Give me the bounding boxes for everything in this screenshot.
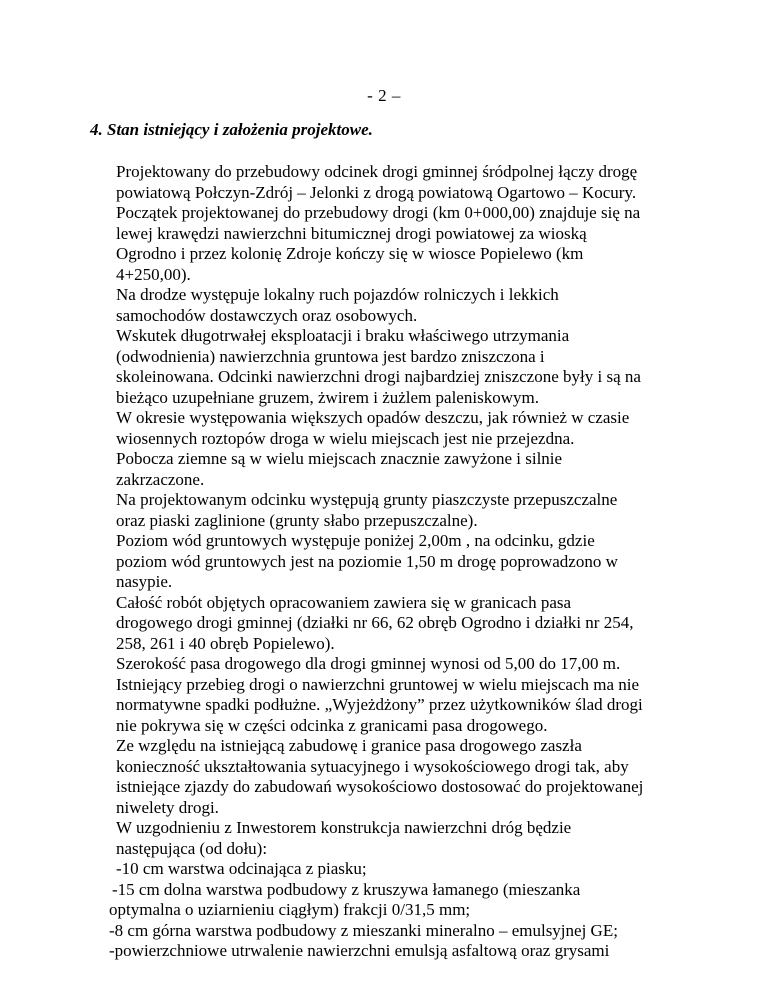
- body-line: W okresie występowania większych opadów deszczu, jak również w czasie: [116, 408, 630, 427]
- body-line: (odwodnienia) nawierzchnia gruntowa jest bardzo zniszczona i: [116, 346, 545, 366]
- page-number: - 2 –: [367, 86, 401, 105]
- body-line: Ogrodno i przez kolonię Zdroje kończy się w wiosce Popielewo (km: [116, 244, 584, 263]
- body-line: zakrzaczone.: [116, 469, 205, 489]
- body-line: optymalna o uziarnieniu ciągłym) frakcji 0/31,5 mm;: [109, 900, 471, 919]
- body-line: bieżąco uzupełniane gruzem, żwirem i żużlem paleniskowym.: [116, 387, 539, 407]
- body-line: Początek projektowanej do przebudowy drogi (km 0+000,00) znajduje się na: [116, 203, 641, 222]
- body-line: następująca (od dołu):: [116, 838, 268, 858]
- body-line: nasypie.: [116, 572, 173, 591]
- body-line: nie pokrywa się w części odcinka z granicami pasa drogowego.: [116, 715, 548, 735]
- body-line: lewej krawędzi nawierzchni bitumicznej drogi powiatowej za wioską: [116, 223, 587, 243]
- body-line: -15 cm dolna warstwa podbudowy z kruszywa łamanego (mieszanka: [112, 879, 581, 899]
- body-line: oraz piaski zaglinione (grunty słabo przepuszczalne).: [116, 510, 478, 530]
- body-line: Szerokość pasa drogowego dla drogi gminnej wynosi od 5,00 do 17,00 m.: [116, 654, 621, 673]
- body-line: poziom wód gruntowych jest na poziomie 1,50 m drogę poprowadzono w: [116, 551, 618, 571]
- body-line: 4+250,00).: [116, 264, 191, 284]
- body-line: Poziom wód gruntowych występuje poniżej 2,00m , na odcinku, gdzie: [116, 531, 595, 550]
- body-line: Projektowany do przebudowy odcinek drogi gminnej śródpolnej łączy drogę: [116, 162, 638, 181]
- body-line: istniejące zjazdy do zabudowań wysokościowo dostosować do projektowanej: [116, 777, 644, 796]
- body-line: Na drodze występuje lokalny ruch pojazdów rolniczych i lekkich: [116, 285, 559, 304]
- body-line: -8 cm górna warstwa podbudowy z mieszanki mineralno – emulsyjnej GE;: [109, 920, 618, 940]
- body-line: Ze względu na istniejącą zabudowę i granice pasa drogowego zaszła: [116, 736, 582, 755]
- body-line: wiosennych roztopów droga w wielu miejscach jest nie przejezdna.: [116, 428, 575, 448]
- body-line: -10 cm warstwa odcinająca z piasku;: [116, 859, 367, 878]
- body-line: samochodów dostawczych oraz osobowych.: [116, 305, 418, 325]
- body-line: powiatową Połczyn-Zdrój – Jelonki z drogą powiatową Ogartowo – Kocury.: [116, 182, 637, 202]
- section-title: 4. Stan istniejący i założenia projektowe.: [90, 120, 373, 139]
- body-line: W uzgodnieniu z Inwestorem konstrukcja nawierzchni dróg będzie: [116, 818, 572, 837]
- body-line: niwelety drogi.: [116, 797, 219, 817]
- body-line: Wskutek długotrwałej eksploatacji i braku właściwego utrzymania: [116, 326, 570, 345]
- body-line: Pobocza ziemne są w wielu miejscach znacznie zawyżone i silnie: [116, 449, 563, 468]
- body-line: Istniejący przebieg drogi o nawierzchni gruntowej w wielu miejscach ma nie: [116, 674, 640, 694]
- body-line: -powierzchniowe utrwalenie nawierzchni emulsją asfaltową oraz grysami: [109, 941, 610, 960]
- body-line: 258, 261 i 40 obręb Popielewo).: [116, 633, 335, 653]
- body-line: Na projektowanym odcinku występują grunty piaszczyste przepuszczalne: [116, 490, 618, 509]
- body-line: konieczność ukształtowania sytuacyjnego i wysokościowego drogi tak, aby: [116, 756, 629, 776]
- body-line: drogowego drogi gminnej (działki nr 66, 62 obręb Ogrodno i działki nr 254,: [116, 613, 634, 632]
- body-line: Całość robót objętych opracowaniem zawiera się w granicach pasa: [116, 592, 572, 612]
- body-line: skoleinowana. Odcinki nawierzchni drogi najbardziej zniszczone były i są na: [116, 367, 641, 386]
- body-line: normatywne spadki podłużne. „Wyjeżdżony” przez użytkowników ślad drogi: [116, 695, 643, 714]
